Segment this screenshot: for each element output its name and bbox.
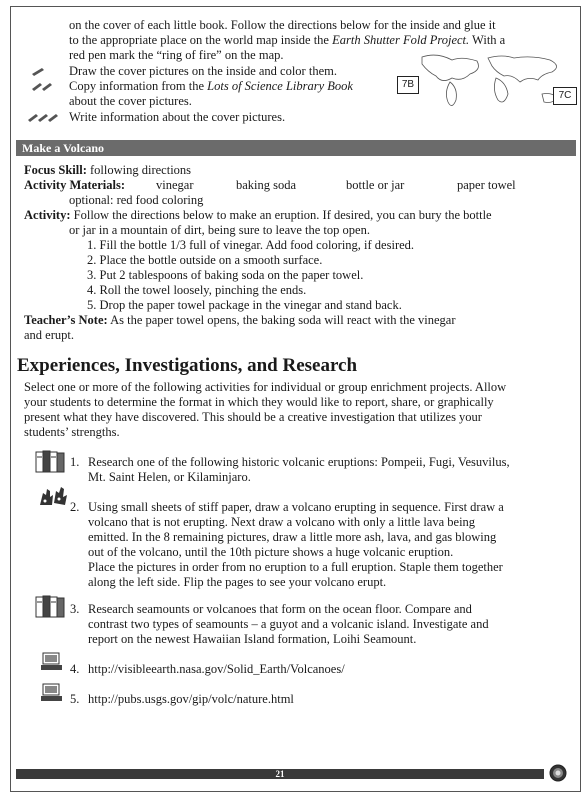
globe-icon <box>549 764 567 786</box>
world-map-illustration <box>392 52 574 116</box>
activity-text-cont: or jar in a mountain of dirt, being sure to leave the top open. <box>69 223 370 237</box>
computer-icon <box>40 652 64 676</box>
material-item: paper towel <box>457 178 516 192</box>
bullet-draw: Draw the cover pictures on the inside and color them. <box>69 64 337 78</box>
research-item-2: Using small sheets of stiff paper, draw a volcano erupting in sequence. First draw a <box>88 500 504 514</box>
research-item-1-cont: Mt. Saint Helen, or Kilaminjaro. <box>88 470 251 484</box>
material-item: bottle or jar <box>346 178 405 192</box>
footer-bar <box>16 769 544 779</box>
research-item-3-cont: contrast two types of seamounts – a guyot and a volcanic island. Investigate and <box>88 617 489 631</box>
resource-link-2[interactable]: http://pubs.usgs.gov/gip/volc/nature.html <box>88 692 294 706</box>
intro-line-1: on the cover of each little book. Follow the directions below for the inside and glue it <box>69 18 496 32</box>
books-icon <box>35 449 65 477</box>
step-item: 5. Drop the paper towel package in the vinegar and stand back. <box>87 298 402 312</box>
intro-line-2: to the appropriate place on the world map inside the Earth Shutter Fold Project. With a <box>69 33 506 47</box>
research-intro-line: Select one or more of the following activities for individual or group enrichment projects. Allow <box>24 380 507 394</box>
materials-label: Activity Materials: <box>24 178 126 192</box>
item-number: 4. <box>70 662 80 676</box>
books-icon <box>35 594 65 622</box>
bullet-copy-cont: about the cover pictures. <box>69 94 192 108</box>
optional-material: optional: red food coloring <box>69 193 204 207</box>
research-item-2-cont: out of the volcano, until the 10th picture shows a huge volcanic eruption. <box>88 545 454 559</box>
item-number: 5. <box>70 692 80 706</box>
research-intro-line: students’ strengths. <box>24 425 120 439</box>
teachers-note: Teacher’s Note: As the paper towel opens, the baking soda will react with the vinegar <box>24 313 456 327</box>
page-number: 21 <box>275 769 285 779</box>
bullet-copy: Copy information from the Lots of Science Library Book <box>69 79 353 93</box>
research-item-3: Research seamounts or volcanoes that form on the ocean floor. Compare and <box>88 602 472 616</box>
pencil-icon <box>31 65 45 80</box>
research-item-3-cont: report on the newest Hawaiian Island formation, Loihi Seamount. <box>88 632 417 646</box>
step-item: 3. Put 2 tablespoons of baking soda on the paper towel. <box>87 268 364 282</box>
research-item-2-cont: Place the pictures in order from no eruption to a full eruption. Staple them together <box>88 560 503 574</box>
activity-text: Activity: Follow the directions below to make an eruption. If desired, you can bury the bottle <box>24 208 492 222</box>
section-bar-volcano: Make a Volcano <box>16 140 576 156</box>
double-pencil-icon <box>31 80 55 95</box>
section-heading-research: Experiences, Investigations, and Research <box>17 355 358 376</box>
teachers-note-cont: and erupt. <box>24 328 74 342</box>
item-number: 1. <box>70 455 80 469</box>
item-number: 2. <box>70 500 80 514</box>
map-label-7b: 7B <box>397 76 419 94</box>
intro-line-3: red pen mark the “ring of fire” on the map. <box>69 48 284 62</box>
focus-skill: Focus Skill: following directions <box>24 163 192 177</box>
step-item: 2. Place the bottle outside on a smooth surface. <box>87 253 323 267</box>
research-item-2-cont: emitted. In the 8 remaining pictures, draw a little more ash, lava, and gas blowing <box>88 530 497 544</box>
research-intro-line: present what they have discovered. This should be a creative investigation that utilizes your <box>24 410 482 424</box>
bullet-write: Write information about the cover pictures. <box>69 110 286 124</box>
triple-pencil-icon <box>27 111 61 126</box>
material-item: baking soda <box>236 178 297 192</box>
step-item: 1. Fill the bottle 1/3 full of vinegar. Add food coloring, if desired. <box>87 238 415 252</box>
resource-link-1[interactable]: http://visibleearth.nasa.gov/Solid_Earth/Volcanoes/ <box>88 662 345 676</box>
computer-icon <box>40 683 64 707</box>
item-number: 3. <box>70 602 80 616</box>
material-item: vinegar <box>156 178 194 192</box>
research-intro-line: your students to determine the format in which they would like to report, share, or graphically <box>24 395 494 409</box>
map-label-7c: 7C <box>553 87 577 105</box>
research-item-2-cont: volcano that is not erupting. Next draw a volcano with only a little lava being <box>88 515 476 529</box>
research-item-2-cont: along the left side. Flip the pages to see your volcano erupt. <box>88 575 387 589</box>
research-item-1: Research one of the following historic volcanic eruptions: Pompeii, Fugi, Vesuvilus, <box>88 455 510 469</box>
hands-icon <box>37 485 69 513</box>
step-item: 4. Roll the towel loosely, pinching the ends. <box>87 283 307 297</box>
